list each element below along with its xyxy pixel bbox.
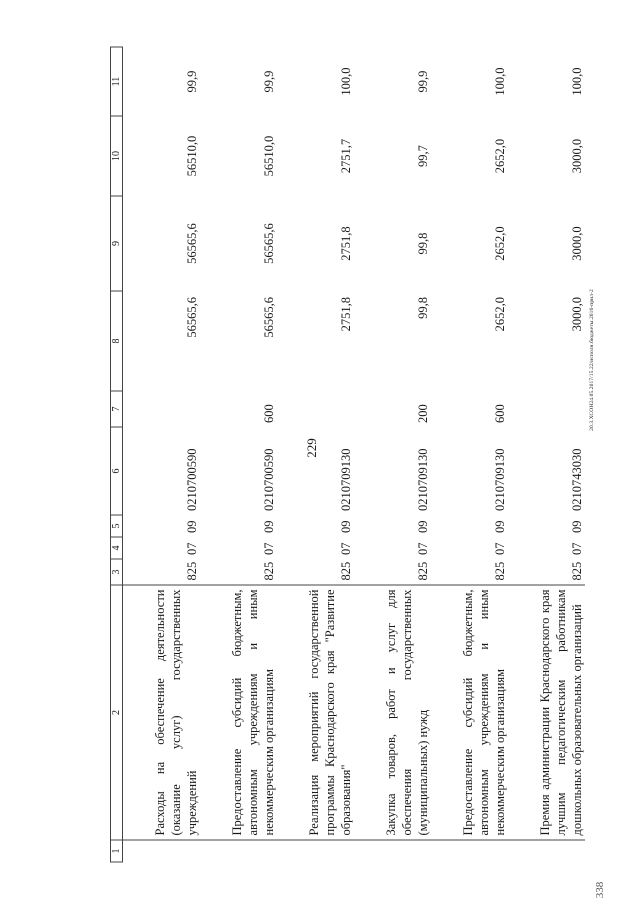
- column-header: 3: [111, 559, 123, 585]
- cell-col10: 56510,0: [184, 135, 199, 177]
- column-header: 6: [111, 427, 123, 515]
- table-row: [431, 47, 508, 862]
- cell-section: 07: [338, 542, 353, 555]
- column-header: 4: [111, 537, 123, 559]
- cell-target-article: 0210700590: [184, 448, 199, 511]
- cell-col1: [508, 840, 585, 862]
- cell-col1: [277, 840, 354, 862]
- cell-col11: 100,0: [569, 67, 584, 96]
- cell-ministry-code: 825: [338, 561, 353, 581]
- cell-col9: 56565,6: [261, 223, 276, 264]
- cell-subsection: 09: [261, 520, 276, 533]
- cell-ministry-code: 825: [261, 561, 276, 581]
- cell-section: 07: [415, 542, 430, 555]
- cell-ministry-code: 825: [184, 561, 199, 581]
- cell-col8: 3000,0: [569, 297, 584, 332]
- cell-target-article: 0210709130: [415, 448, 430, 511]
- cell-section: 07: [184, 542, 199, 555]
- cell-subsection: 09: [184, 520, 199, 533]
- cell-col8: 2652,0: [492, 297, 507, 332]
- column-header: 10: [111, 116, 123, 196]
- cell-expense-type: 200: [415, 404, 430, 423]
- cell-target-article: 0210709130: [338, 448, 353, 511]
- table-row: [277, 47, 354, 862]
- cell-description: Предоставление субсидий бюджетным, автономным учреждениям и иным некоммерческим организациям: [200, 585, 277, 840]
- file-stamp: 20.3.ХСОН24.05.2017/15.22/исполн.бюджеты.2016-прил-2: [589, 289, 595, 431]
- cell-col9: 99,8: [415, 232, 430, 255]
- cell-col11: 100,0: [492, 67, 507, 96]
- table-row: [508, 47, 585, 862]
- cell-target-article: 0210743030: [569, 448, 584, 511]
- cell-ministry-code: 825: [569, 561, 584, 581]
- column-header: 9: [111, 196, 123, 291]
- cell-col9: 2751,8: [338, 226, 353, 261]
- cell-description: Реализация мероприятий государственной программы Краснодарского края "Развитие образования": [277, 585, 354, 840]
- cell-expense-type: 600: [492, 404, 507, 423]
- cell-col1: [123, 840, 200, 862]
- cell-expense-type: [508, 391, 585, 427]
- cell-col9: 2652,0: [492, 226, 507, 261]
- cell-col8: 2751,8: [338, 297, 353, 332]
- budget-table-container: [110, 48, 584, 863]
- cell-ministry-code: 825: [415, 561, 430, 581]
- cell-description: Премия администрации Краснодарского края лучшим педагогическим работникам дошкольных образовательных организаций: [508, 585, 585, 840]
- cell-section: 07: [492, 542, 507, 555]
- cell-subsection: 09: [569, 520, 584, 533]
- cell-col1: [354, 840, 431, 862]
- cell-subsection: 09: [338, 520, 353, 533]
- cell-target-article: 0210700590: [261, 448, 276, 511]
- column-header: 7: [111, 391, 123, 427]
- cell-col10: 99,7: [415, 145, 430, 167]
- cell-col1: [200, 840, 277, 862]
- cell-expense-type: [123, 391, 200, 427]
- cell-col10: 2751,7: [338, 138, 353, 174]
- column-header: 2: [111, 585, 123, 840]
- cell-section: 07: [261, 542, 276, 555]
- cell-section: 07: [569, 542, 584, 555]
- table-row: [123, 47, 200, 862]
- cell-col8: 56565,6: [184, 297, 199, 338]
- cell-expense-type: 600: [261, 404, 276, 423]
- cell-ministry-code: 825: [492, 561, 507, 581]
- cell-col8: 56565,6: [261, 297, 276, 338]
- cell-col10: 56510,0: [261, 135, 276, 177]
- table-row: [354, 47, 431, 862]
- cell-description: Закупка товаров, работ и услуг для обеспечения государственных (муниципальных) нужд: [354, 585, 431, 840]
- cell-col1: [431, 840, 508, 862]
- budget-table: [110, 47, 585, 863]
- cell-col8: 99,8: [415, 297, 430, 319]
- cell-col11: 99,9: [184, 70, 199, 93]
- cell-col9: 3000,0: [569, 226, 584, 261]
- cell-description: Расходы на обеспечение деятельности (оказание услуг) государственных учреждений: [123, 585, 200, 840]
- cell-target-article: 0210709130: [492, 448, 507, 511]
- cell-col10: 2652,0: [492, 138, 507, 174]
- cell-col11: 99,9: [415, 70, 430, 93]
- column-header: 8: [111, 291, 123, 391]
- page-number: 229: [304, 438, 319, 458]
- table-row: [200, 47, 277, 862]
- cell-subsection: 09: [415, 520, 430, 533]
- column-header: 5: [111, 515, 123, 537]
- column-header: 1: [111, 840, 123, 862]
- cell-expense-type: [277, 391, 354, 427]
- column-number-header: [111, 47, 123, 862]
- cell-col10: 3000,0: [569, 138, 584, 174]
- cell-col11: 99,9: [261, 70, 276, 93]
- cell-col9: 56565,6: [184, 223, 199, 264]
- column-header: 11: [111, 47, 123, 116]
- corner-number: 338: [594, 881, 606, 899]
- cell-subsection: 09: [492, 520, 507, 533]
- cell-col11: 100,0: [338, 67, 353, 96]
- cell-description: Предоставление субсидий бюджетным, автономным учреждениям и иным некоммерческим организациям: [431, 585, 508, 840]
